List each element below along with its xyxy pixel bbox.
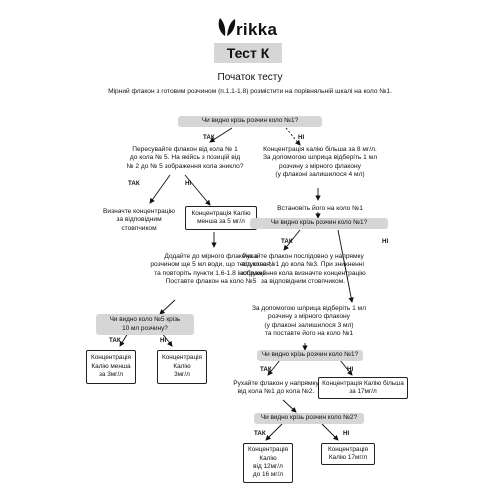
step-move-flask-1-2: Рухайте флакон у напрямку від кола №1 до кола №2. — [233, 380, 319, 396]
result-12-16: Концентрація Калію від 12мг/л до 16 мг/л — [243, 443, 293, 483]
question-q4: Чи видно крізь розчин коло №1? — [257, 350, 363, 361]
result-17: Концентрація Калію 17мг/л — [321, 443, 375, 465]
result-lt5: Концентрація Калію менша за 5 мг/л — [185, 206, 257, 230]
label-yes: ТАК — [203, 134, 215, 141]
step-determine-conc: Визначте концентрацію за відповідним стовпчиком — [103, 208, 175, 232]
label-yes: ТАК — [128, 180, 140, 187]
label-yes: ТАК — [260, 366, 272, 373]
step-conc-gt8: Концентрація калію більша за 8 мг/л. За допомогою шприца відберіть 1 мл розчину з мірного флакону (у флаконі залишилося 4 мл) — [262, 146, 378, 179]
step-install-circle1: Встановіть його на коло №1 — [277, 205, 363, 212]
step-syringe-second: За допомогою шприца відберіть 1 мл розчину з мірного флакону (у флаконі залишилося 3 мл) та поставте його на коло №1 — [251, 305, 367, 338]
label-no: НІ — [185, 180, 192, 187]
label-no: НІ — [382, 238, 389, 245]
question-q5: Чи видно крізь розчин коло №2? — [254, 413, 364, 424]
question-q3: Чи видно коло №5 крізь 10 мл розчину? — [96, 314, 194, 335]
page-title: Тест К — [214, 43, 282, 63]
result-lt3: Концентрація Калію менша за 3мг/л — [86, 350, 136, 384]
arrow-q5-yes — [266, 424, 282, 440]
arrow-add5-q3 — [160, 300, 175, 314]
label-no: НІ — [347, 366, 354, 373]
step-move-flask-1-3: Рухайте флакон послідовно у напрямку від кола №1 до кола №3. При зникненні зображення кола визначте концентрацію за відповідним стовпчиком. — [240, 253, 366, 286]
arrow-q5-no — [322, 424, 338, 440]
label-no: НІ — [343, 430, 350, 437]
question-q2: Чи видно крізь розчин коло №1? — [250, 218, 388, 229]
label-yes: ТАК — [109, 337, 121, 344]
rikka-logo-icon — [216, 16, 236, 38]
label-no: НІ — [160, 337, 167, 344]
label-yes: ТАК — [254, 430, 266, 437]
result-3: Концентрація Калію 3мг/л — [157, 350, 207, 384]
label-no: НІ — [298, 134, 305, 141]
intro-text: Мірний флакон з готовим розчином (п.1.1-1.8) розмістити на порівняльній шкалі на коло №1. — [108, 88, 392, 95]
step-move-flask-1-5: Пересувайте флакон від кола № 1 до кола № 5. На якійсь з позицій від № 2 до № 5 зображення кола зникло? — [126, 146, 244, 170]
brand-name: rikka — [236, 20, 278, 39]
page-subtitle: Початок тесту — [217, 72, 283, 83]
arrow-move2-q5 — [283, 400, 296, 412]
step-add-5ml: Додайте до мірного флакона з розчином ще 5 мл води, що тестується, та повторіть пункти 1.6-1.8 інструкції. Поставте флакон на коло №5 — [150, 253, 272, 286]
question-q1: Чи видно крізь розчин коло №1? — [178, 116, 322, 127]
label-yes: ТАК — [281, 238, 293, 245]
arrow-left1-yes — [150, 175, 170, 203]
result-gt17: Концентрація Калію більша за 17мг/л — [318, 377, 408, 399]
